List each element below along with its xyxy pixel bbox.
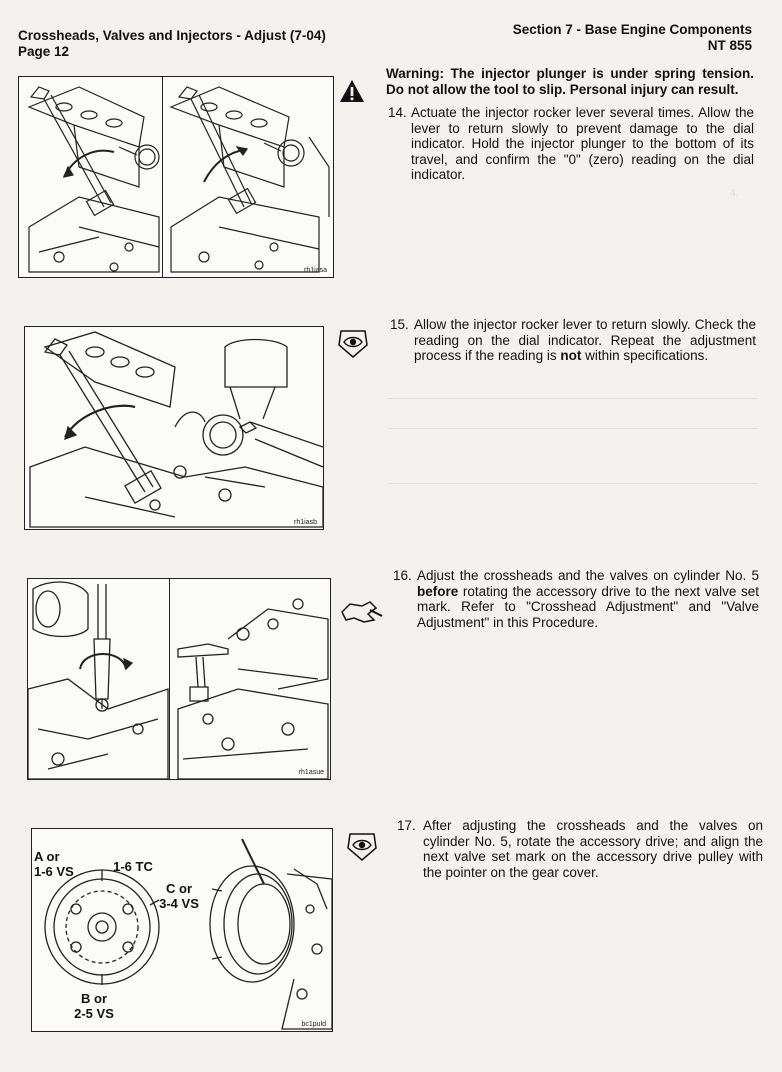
figure-3-divider (169, 579, 170, 779)
figure-3-drawing (28, 579, 330, 779)
pulley-label-c (150, 881, 208, 911)
step-15 (390, 317, 756, 383)
figure-1-caption: rh1iasa (304, 267, 327, 274)
step-15-emphasis: not (560, 348, 582, 363)
page-header-right (513, 22, 752, 54)
warning-triangle-icon (338, 78, 366, 109)
pulley-label-c-line1: C or (166, 881, 192, 896)
figure-1-drawing (19, 77, 333, 277)
page-number: Page 12 (18, 44, 70, 59)
step-15-text (414, 317, 756, 364)
figure-injector-rocker-actuate (18, 76, 334, 278)
bleed-through-text-1: 4. (730, 188, 739, 199)
pulley-label-b-line2: 2-5 VS (74, 1006, 114, 1021)
step-16-emphasis: before (417, 583, 459, 599)
step-14 (388, 105, 754, 185)
step-16-text-end: rotating the accessory drive to the next valve set mark. Refer to "Crosshead Adjustment" and "Valve Adjustment" in this Procedure. (417, 583, 759, 630)
eye-inspect-icon (346, 828, 378, 867)
section-name: Section 7 - Base Engine Components (512, 22, 752, 37)
section-title: Crossheads, Valves and Injectors - Adjust (7-04) (18, 28, 326, 43)
eye-inspect-icon (337, 325, 369, 364)
pulley-label-b-line1: B or (81, 991, 107, 1006)
step-16-number: 16. (393, 568, 412, 583)
figure-2-caption: rh1iasb (294, 519, 317, 526)
pulley-label-b (68, 991, 120, 1021)
figure-1-divider (162, 77, 163, 277)
page-header-left (18, 28, 326, 60)
pulley-label-c-line2: 3-4 VS (159, 896, 199, 911)
step-14-text: Actuate the injector rocker lever several times. Allow the lever to return slowly to prevent damage to the dial indicator. Hold the injector plunger to the bottom of its travel, and confirm the "0" (zero) reading on the dial indicator. (411, 105, 754, 182)
pulley-label-a (34, 849, 74, 879)
step-15-text-start: Allow the injector rocker lever to return slowly. Check the reading on the dial indicator. Repeat the adjustment process if the reading is (414, 317, 756, 363)
figure-accessory-drive-pulley (31, 828, 333, 1032)
step-15-text-end: within specifications. (581, 348, 709, 363)
engine-model: NT 855 (707, 38, 752, 53)
step-17 (397, 818, 763, 884)
step-17-number: 17. (397, 818, 416, 833)
figure-3-caption: rh1asue (298, 769, 324, 776)
wrench-hand-icon (340, 600, 384, 631)
step-15-number: 15. (390, 317, 409, 332)
pulley-label-a-line1: A or (34, 849, 60, 864)
step-14-number: 14. (388, 105, 407, 120)
pulley-label-tc: 1-6 TC (113, 859, 153, 874)
figure-crosshead-adjust (27, 578, 331, 780)
pulley-label-a-line2: 1-6 VS (34, 864, 74, 879)
bleed-through-lines (388, 398, 758, 488)
step-17-text: After adjusting the crossheads and the valves on cylinder No. 5, rotate the accessory drive; and align the next valve set mark on the accessory drive pulley with the pointer on the gear cover. (423, 818, 763, 880)
figure-4-caption: bc1puld (301, 1021, 326, 1028)
figure-rocker-lever-return (24, 326, 324, 530)
figure-2-drawing (25, 327, 323, 529)
step-16-text-start: Adjust the crossheads and the valves on cylinder No. 5 (417, 568, 759, 583)
step-16 (393, 568, 759, 632)
step-16-text (417, 568, 759, 630)
warning-text: Warning: The injector plunger is under spring tension. Do not allow the tool to slip. Personal injury can result. (386, 66, 754, 97)
